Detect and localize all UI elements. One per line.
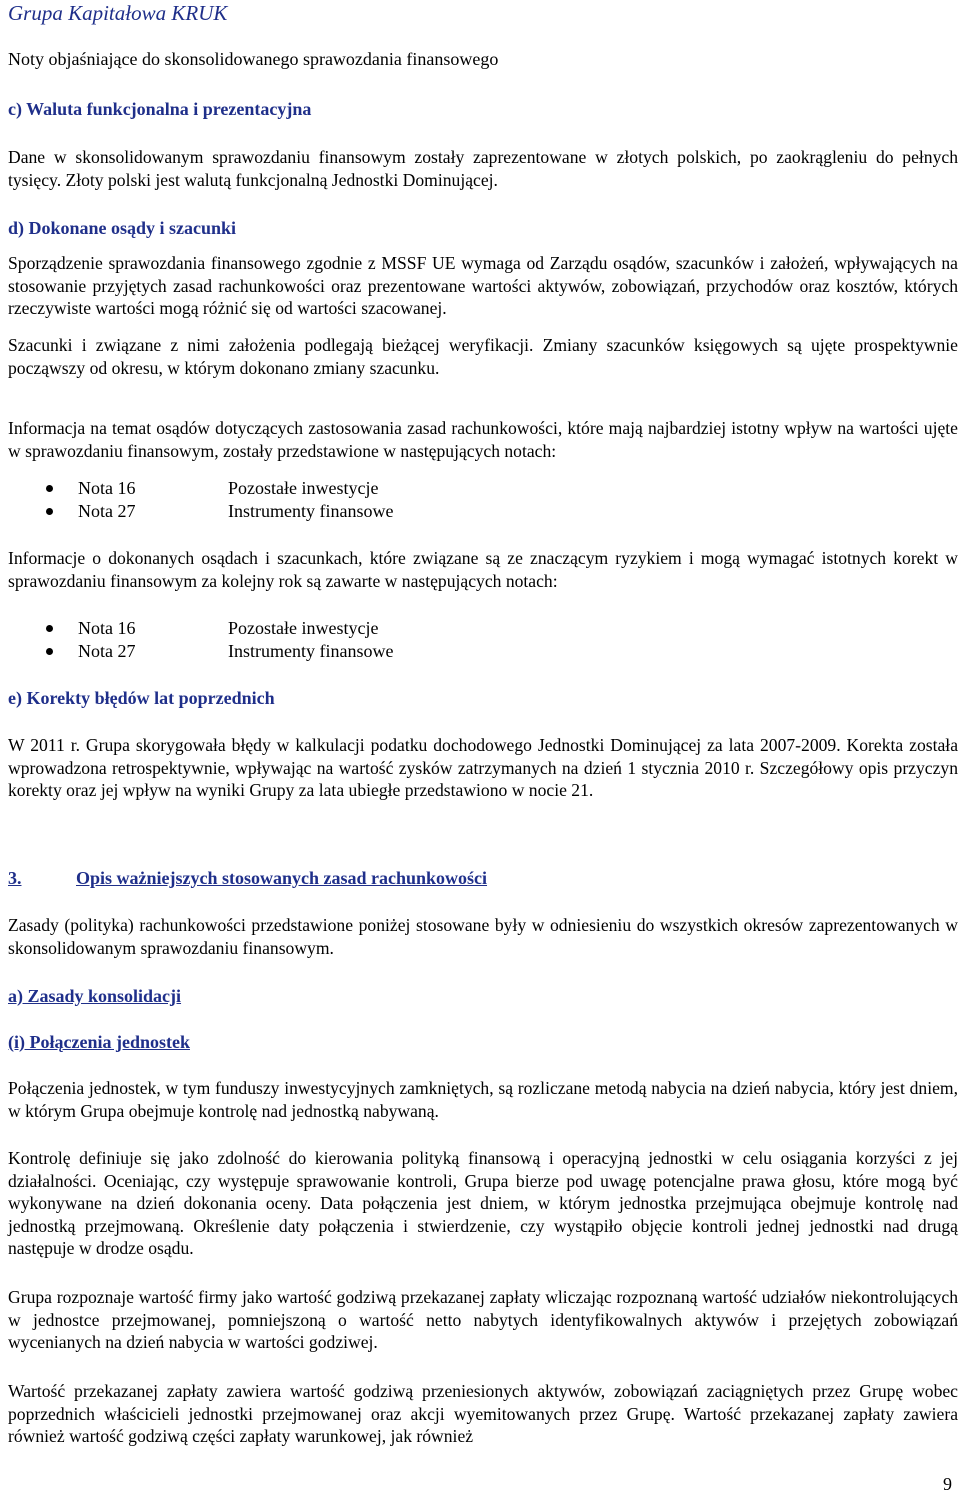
list-item <box>8 640 958 663</box>
bullet-icon <box>8 617 78 640</box>
section-3-heading <box>8 866 487 890</box>
paragraph-e-1: W 2011 r. Grupa skorygowała błędy w kalkulacji podatku dochodowego Jednostki Dominującej za lata 2007-2009. Korekta została wprowadzona retrospektywnie, wpływając na wartość zysków zatrzymanych na dzień 1 stycznia 2010 r. Szczegółowy opis przyczyn korekty oraz jej wpływ na wyniki Grupy za lata ubiegłe przedstawiono w nocie 21. <box>8 735 958 800</box>
nota-number: Nota 27 <box>78 501 136 521</box>
company-name: Grupa Kapitałowa KRUK <box>8 1 228 25</box>
paragraph-3-4: Grupa rozpoznaje wartość firmy jako wartość godziwą przekazanej zapłaty wliczając rozpoznaną wartość udziałów niekontrolujących w jednostce przejmowanej, pomniejszoną o wartość netto nabytych identyfikowalnych aktywów i przejętych zobowiązań wycenianych na dzień nabycia w wartości godziwej. <box>8 1287 958 1352</box>
notes-title: Noty objaśniające do skonsolidowanego sprawozdania finansowego <box>8 49 499 69</box>
nota-number: Nota 16 <box>78 618 136 638</box>
list-item <box>8 477 958 500</box>
paragraph-c-1: Dane w skonsolidowanym sprawozdaniu finansowym zostały zaprezentowane w złotych polskich, po zaokrągleniu do pełnych tysięcy. Złoty polski jest walutą funkcjonalną Jednostki Dominującej. <box>8 147 958 190</box>
bullet-icon <box>8 477 78 500</box>
bullet-icon <box>8 640 78 663</box>
paragraph-d-4: Informacje o dokonanych osądach i szacunkach, które związane są ze znaczącym ryzykiem i mogą wymagać istotnych korekt w sprawozdaniu finansowym za kolejny rok są zawarte w następujących notach: <box>8 548 958 591</box>
paragraph-3-1: Zasady (polityka) rachunkowości przedstawione poniżej stosowane były w odniesieniu do wszystkich okresów zaprezentowanych w skonsolidowanym sprawozdaniu finansowym. <box>8 915 958 958</box>
paragraph-3-3: Kontrolę definiuje się jako zdolność do kierowania polityką finansową i operacyjną jednostki w celu osiągania korzyści z jej działalności. Oceniając, czy występuje sprawowanie kontroli, Grupa bierze pod uwagę potencjalne prawa głosu, które mogą być wykonywane na dzień dokonania oceny. Data połączenia jest dniem, w którym jednostka przejmująca obejmuje kontrolę nad jednostką przejmowaną. Określenie daty połączenia i stwierdzenie, czy wystąpiło objęcie kontroli jednej jednostki nad drugą następuje w drodze osądu. <box>8 1148 958 1258</box>
page-number: 9 <box>943 1474 952 1494</box>
paragraph-3-5: Wartość przekazanej zapłaty zawiera wartość godziwą przeniesionych aktywów, zobowiązań zaciągniętych przez Grupę wobec poprzednich właścicieli jednostki przejmowanej oraz akcji wyemitowanych przez Grupę. Wartość przekazanej zapłaty zawiera również wartość godziwą części zapłaty warunkowej, jak również <box>8 1381 958 1446</box>
paragraph-d-2: Szacunki i związane z nimi założenia podlegają bieżącej weryfikacji. Zmiany szacunków księgowych są ujęte prospektywnie począwszy od okresu, w którym dokonano zmiany szacunku. <box>8 335 958 378</box>
nota-title: Pozostałe inwestycje <box>228 618 379 638</box>
paragraph-3-2: Połączenia jednostek, w tym funduszy inwestycyjnych zamkniętych, są rozliczane metodą nabycia na dzień nabycia, który jest dniem, w którym Grupa obejmuje kontrolę nad jednostką nabywaną. <box>8 1078 958 1121</box>
heading-e: e) Korekty błędów lat poprzednich <box>8 688 275 708</box>
section-3-title: Opis ważniejszych stosowanych zasad rachunkowości <box>76 868 488 888</box>
bullet-icon <box>8 500 78 523</box>
paragraph-d-1: Sporządzenie sprawozdania finansowego zgodnie z MSSF UE wymaga od Zarządu osądów, szacunków i założeń, wpływających na stosowanie przyjętych zasad rachunkowości oraz prezentowane wartości aktywów, zobowiązań, przychodów oraz kosztów, których rzeczywiste wartości mogą różnić się od wartości szacowanej. <box>8 253 958 318</box>
list-item <box>8 500 958 523</box>
nota-number: Nota 16 <box>78 478 136 498</box>
heading-d: d) Dokonane osądy i szacunki <box>8 218 237 238</box>
paragraph-d-3: Informacja na temat osądów dotyczących zastosowania zasad rachunkowości, które mają najbardziej istotny wpływ na wartości ujęte w sprawozdaniu finansowym, zostały przedstawione w następujących notach: <box>8 418 958 461</box>
notes-list-2 <box>8 617 958 663</box>
nota-number: Nota 27 <box>78 641 136 661</box>
heading-c: c) Waluta funkcjonalna i prezentacyjna <box>8 99 312 119</box>
nota-title: Instrumenty finansowe <box>228 641 394 661</box>
notes-list-1 <box>8 477 958 523</box>
list-item <box>8 617 958 640</box>
section-3-number: 3. <box>8 868 22 888</box>
nota-title: Instrumenty finansowe <box>228 501 394 521</box>
nota-title: Pozostałe inwestycje <box>228 478 379 498</box>
heading-3a: a) Zasady konsolidacji <box>8 986 182 1006</box>
heading-3a-i: (i) Połączenia jednostek <box>8 1032 190 1052</box>
